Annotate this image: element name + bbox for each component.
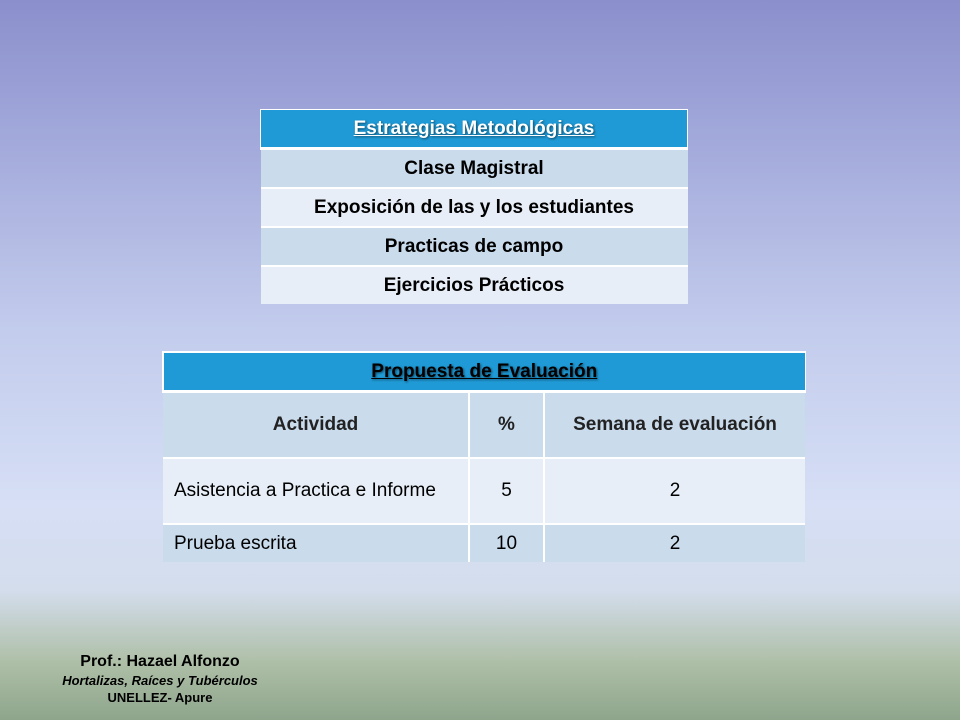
evaluation-header-row bbox=[163, 392, 805, 459]
course-name: Hortalizas, Raíces y Tubérculos bbox=[62, 673, 258, 688]
percent-cell: 10 bbox=[469, 524, 544, 562]
column-header-week: Semana de evaluación bbox=[544, 392, 805, 459]
week-cell: 2 bbox=[544, 524, 805, 562]
strategies-title: Estrategias Metodológicas bbox=[261, 110, 688, 149]
strategy-item: Ejercicios Prácticos bbox=[261, 266, 688, 304]
table-row bbox=[163, 524, 805, 562]
footer bbox=[40, 652, 280, 706]
strategy-item: Clase Magistral bbox=[261, 149, 688, 189]
strategy-item: Practicas de campo bbox=[261, 227, 688, 266]
column-header-activity: Actividad bbox=[163, 392, 469, 459]
week-cell: 2 bbox=[544, 458, 805, 524]
evaluation-table bbox=[162, 351, 806, 562]
strategies-table bbox=[260, 109, 688, 304]
evaluation-title: Propuesta de Evaluación bbox=[163, 352, 805, 392]
table-row bbox=[163, 458, 805, 524]
activity-cell: Asistencia a Practica e Informe bbox=[163, 458, 469, 524]
percent-cell: 5 bbox=[469, 458, 544, 524]
column-header-percent: % bbox=[469, 392, 544, 459]
professor-name: Prof.: Hazael Alfonzo bbox=[80, 653, 240, 670]
strategy-item: Exposición de las y los estudiantes bbox=[261, 188, 688, 227]
activity-cell: Prueba escrita bbox=[163, 524, 469, 562]
institution-name: UNELLEZ- Apure bbox=[107, 690, 213, 705]
